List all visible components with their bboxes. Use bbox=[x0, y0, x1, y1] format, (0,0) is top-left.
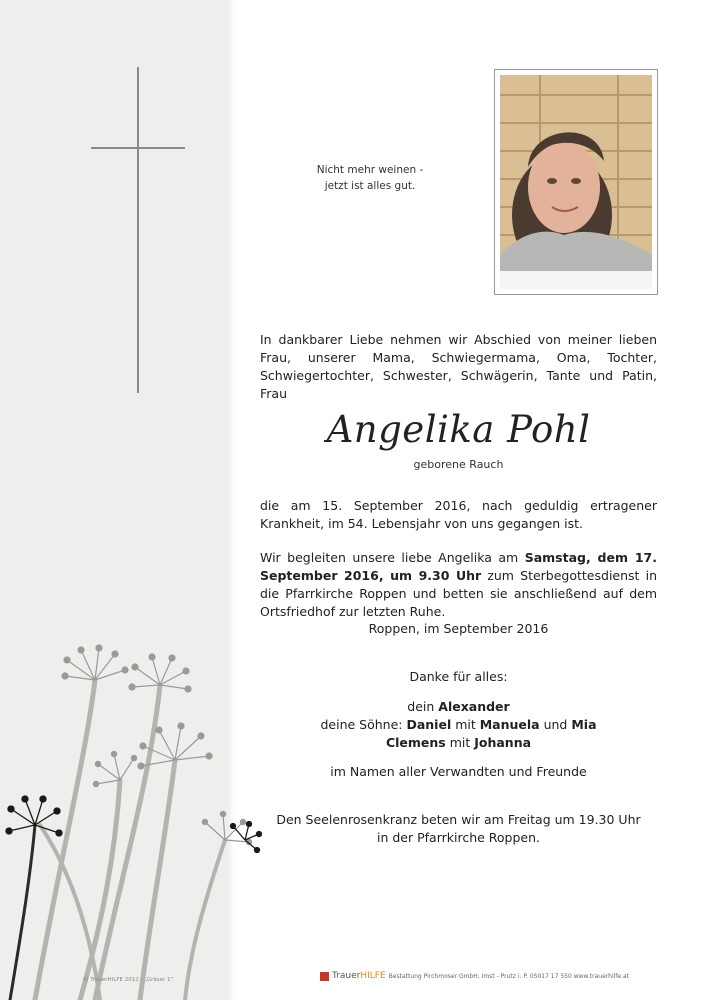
mourner-name: Alexander bbox=[438, 699, 510, 714]
brand-name bbox=[332, 971, 386, 981]
cross-horizontal-bar bbox=[91, 147, 185, 149]
mourner-name: Johanna bbox=[474, 735, 532, 750]
mourner-prefix: dein bbox=[407, 699, 439, 714]
mourner-name: Daniel bbox=[406, 717, 452, 732]
mourner-line-2 bbox=[260, 716, 657, 734]
rosary-line-1: Den Seelenrosenkranz beten wir am Freitag um 19.30 Uhr bbox=[276, 812, 641, 827]
mourner-name: Manuela bbox=[479, 717, 540, 732]
footer-contact: Bestattung Pirchmoser GmbH, Imst - Prutz i. P. 05017 17 550 www.trauerhilfe.at bbox=[388, 972, 630, 980]
mourner-name: Clemens bbox=[385, 735, 446, 750]
motto-line-2: jetzt ist alles gut. bbox=[324, 180, 416, 192]
mourner-line-1 bbox=[260, 698, 657, 716]
deceased-name: Angelika Pohl bbox=[326, 408, 591, 451]
thanks-line: Danke für alles: bbox=[409, 669, 508, 684]
rosary-notice bbox=[260, 811, 657, 847]
place-and-date: Roppen, im September 2016 bbox=[368, 621, 549, 636]
funeral-text-post: zum Sterbegottesdienst in die Pfarrkirche Roppen und betten sie anschließend auf dem Ortsfriedhof zur letzten Ruhe. bbox=[260, 568, 657, 619]
funeral-text-pre: Wir begleiten unsere liebe Angelika am bbox=[260, 550, 525, 565]
relatives-line: im Namen aller Verwandten und Freunde bbox=[330, 764, 587, 779]
funeral-date-time: Samstag, dem 17. September 2016, um 9.30 Uhr bbox=[260, 550, 657, 583]
mourner-name: Mia bbox=[571, 717, 597, 732]
brand-part-2: HILFE bbox=[360, 971, 386, 981]
death-notice-paragraph: die am 15. September 2016, nach geduldig ertragener Krankheit, im 54. Lebensjahr von uns gegangen ist. bbox=[260, 498, 657, 531]
brand-part-1: Trauer bbox=[332, 971, 361, 981]
motto-line-1: Nicht mehr weinen - bbox=[316, 164, 424, 176]
cross-vertical-bar bbox=[137, 67, 139, 393]
mourners-block bbox=[260, 698, 657, 752]
portrait-frame bbox=[494, 69, 658, 295]
intro-paragraph: In dankbarer Liebe nehmen wir Abschied von meiner lieben Frau, unserer Mama, Schwiegermama, Oma, Tochter, Schwiegertochter, Schwester, Schwägerin, Tante und Patin, Frau bbox=[260, 332, 657, 401]
mourner-connector: und bbox=[539, 717, 572, 732]
mourner-connector: mit bbox=[451, 717, 480, 732]
trauerhilfe-logo-icon bbox=[320, 972, 329, 981]
mourner-line-3 bbox=[260, 734, 657, 752]
rosary-line-2: in der Pfarrkirche Roppen. bbox=[376, 830, 541, 845]
footer-company-info bbox=[320, 971, 629, 981]
mourner-prefix: deine Söhne: bbox=[320, 717, 407, 732]
motto-quote bbox=[300, 162, 440, 194]
portrait-photo bbox=[500, 75, 652, 289]
dandelion-flowers-illustration bbox=[0, 640, 300, 1000]
mourner-connector: mit bbox=[445, 735, 475, 750]
footer-copyright: © TrauerHILFE 2012 - „Gräser 1“ bbox=[83, 977, 174, 983]
funeral-paragraph bbox=[260, 549, 657, 621]
maiden-name: geborene Rauch bbox=[413, 458, 504, 471]
